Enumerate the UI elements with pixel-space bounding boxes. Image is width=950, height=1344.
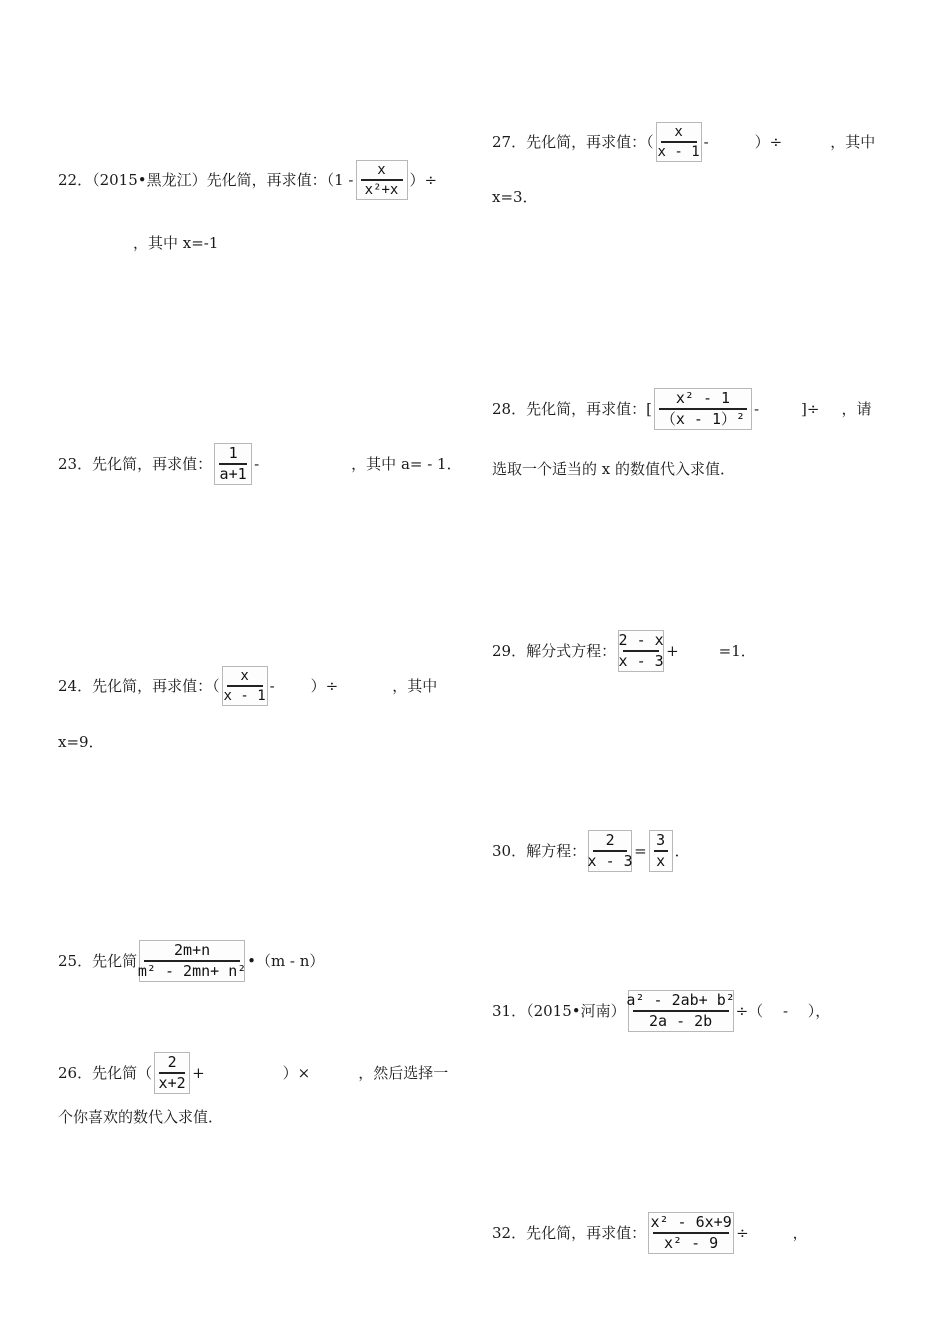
q31-frac-den: 2a - 2b (649, 1012, 713, 1030)
q28-paren: ]÷ (801, 399, 820, 418)
q29-line (492, 630, 756, 672)
q28-line2-text: 选取一个适当的 x 的数值代入求值． (492, 460, 735, 478)
q30-eq: = (634, 841, 647, 860)
q23-mid: - (254, 454, 260, 473)
q27-frac-num: x (674, 124, 683, 140)
q23-frac-num: 1 (228, 444, 238, 462)
q26-line2 (58, 1110, 223, 1125)
q22-line2 (133, 236, 218, 251)
q28-fraction (654, 388, 752, 430)
q25-frac-num: 2m+n (174, 941, 211, 959)
q23-frac-den: a+1 (219, 465, 247, 483)
q27-suffix: ，其中 (830, 132, 876, 151)
q24-prefix: 24．先化简，再求值：（ (58, 676, 220, 695)
q26-frac-den: x+2 (158, 1074, 186, 1092)
q24-fraction (222, 666, 268, 706)
q28-suffix: ，请 (841, 399, 872, 418)
q23-prefix: 23．先化简，再求值： (58, 454, 213, 473)
q27-line2 (492, 190, 538, 205)
q28-frac-num: x² - 1 (675, 389, 731, 407)
q28-mid: - (753, 399, 760, 418)
q30-prefix: 30．解方程： (492, 841, 587, 860)
q22-frac-den: x²+x (364, 182, 399, 198)
q32-frac-den: x² - 9 (664, 1234, 719, 1252)
q31-fraction (628, 990, 734, 1032)
q28-frac-den: （x - 1）² (660, 410, 746, 428)
q22-prefix: 22．（2015•黑龙江）先化简，再求值：（1 - (58, 170, 354, 189)
q31-line (492, 990, 830, 1032)
q30-line (492, 830, 690, 872)
q24-frac-num: x (240, 668, 249, 684)
q22-fraction (356, 160, 408, 200)
q30-frac1-num: 2 (605, 831, 615, 849)
q30-suffix: ． (674, 841, 690, 860)
q30-fraction-right (649, 830, 673, 872)
q25-fraction (139, 940, 245, 982)
q24-frac-den: x - 1 (223, 688, 266, 704)
q26-line2-text: 个你喜欢的数代入求值． (58, 1108, 224, 1126)
q27-prefix: 27．先化简，再求值：（ (492, 132, 654, 151)
q26-suffix: ，然后选择一 (358, 1063, 449, 1082)
q25-frac-den: m² - 2mn+ n² (137, 962, 247, 980)
q26-mid: + (192, 1063, 205, 1082)
q30-frac2-num: 3 (656, 831, 666, 849)
q22-line1 (58, 160, 437, 200)
q27-line1 (492, 122, 875, 162)
q23-line (58, 443, 462, 485)
q29-mid: + (666, 641, 679, 660)
q23-suffix: ，其中 a= - 1． (351, 454, 462, 473)
q27-paren: ）÷ (754, 132, 783, 151)
q24-suffix: ，其中 (392, 676, 438, 695)
q32-suffix: ， (792, 1223, 808, 1242)
q29-frac-num: 2 - x (618, 631, 664, 649)
q30-frac2-den: x (656, 852, 666, 870)
q24-line2-text: x=9． (58, 733, 104, 751)
q25-line (58, 940, 324, 982)
q24-line1 (58, 666, 437, 706)
q27-mid: - (703, 132, 709, 151)
q29-prefix: 29．解分式方程： (492, 641, 617, 660)
q24-paren: ）÷ (310, 676, 339, 695)
q22-line2-text: ，其中 x=-1 (133, 234, 219, 252)
q32-prefix: 32．先化简，再求值： (492, 1223, 647, 1242)
q30-frac1-den: x - 3 (587, 852, 633, 870)
q32-frac-num: x² - 6x+9 (650, 1213, 732, 1231)
q26-prefix: 26．先化简（ (58, 1063, 153, 1082)
q31-frac-num: a² - 2ab+ b² (626, 991, 735, 1009)
q31-suffix: ÷（ - ）， (735, 1001, 831, 1020)
q26-line1 (58, 1052, 448, 1094)
q32-line (492, 1212, 808, 1254)
q25-prefix: 25．先化简 (58, 951, 138, 970)
q26-paren: ）× (282, 1063, 311, 1082)
q29-fraction (618, 630, 664, 672)
q28-prefix: 28．先化简，再求值：[ (492, 399, 652, 418)
q22-frac-num: x (377, 162, 386, 178)
q27-frac-den: x - 1 (657, 144, 700, 160)
q29-suffix: =1． (718, 641, 756, 660)
q29-frac-den: x - 3 (618, 652, 664, 670)
q31-prefix: 31．（2015•河南） (492, 1001, 626, 1020)
q24-mid: - (269, 676, 275, 695)
q26-fraction (154, 1052, 190, 1094)
q22-suffix: ）÷ (409, 170, 438, 189)
q24-line2 (58, 735, 104, 750)
q32-fraction (648, 1212, 734, 1254)
q23-fraction (214, 443, 252, 485)
q30-fraction-left (588, 830, 632, 872)
q25-suffix: •（m - n） (247, 951, 325, 970)
q27-fraction (656, 122, 702, 162)
q28-line1 (492, 388, 871, 430)
q27-line2-text: x=3． (492, 188, 538, 206)
q32-mid: ÷ (736, 1223, 749, 1242)
q26-frac-num: 2 (167, 1053, 177, 1071)
q28-line2 (492, 462, 735, 477)
